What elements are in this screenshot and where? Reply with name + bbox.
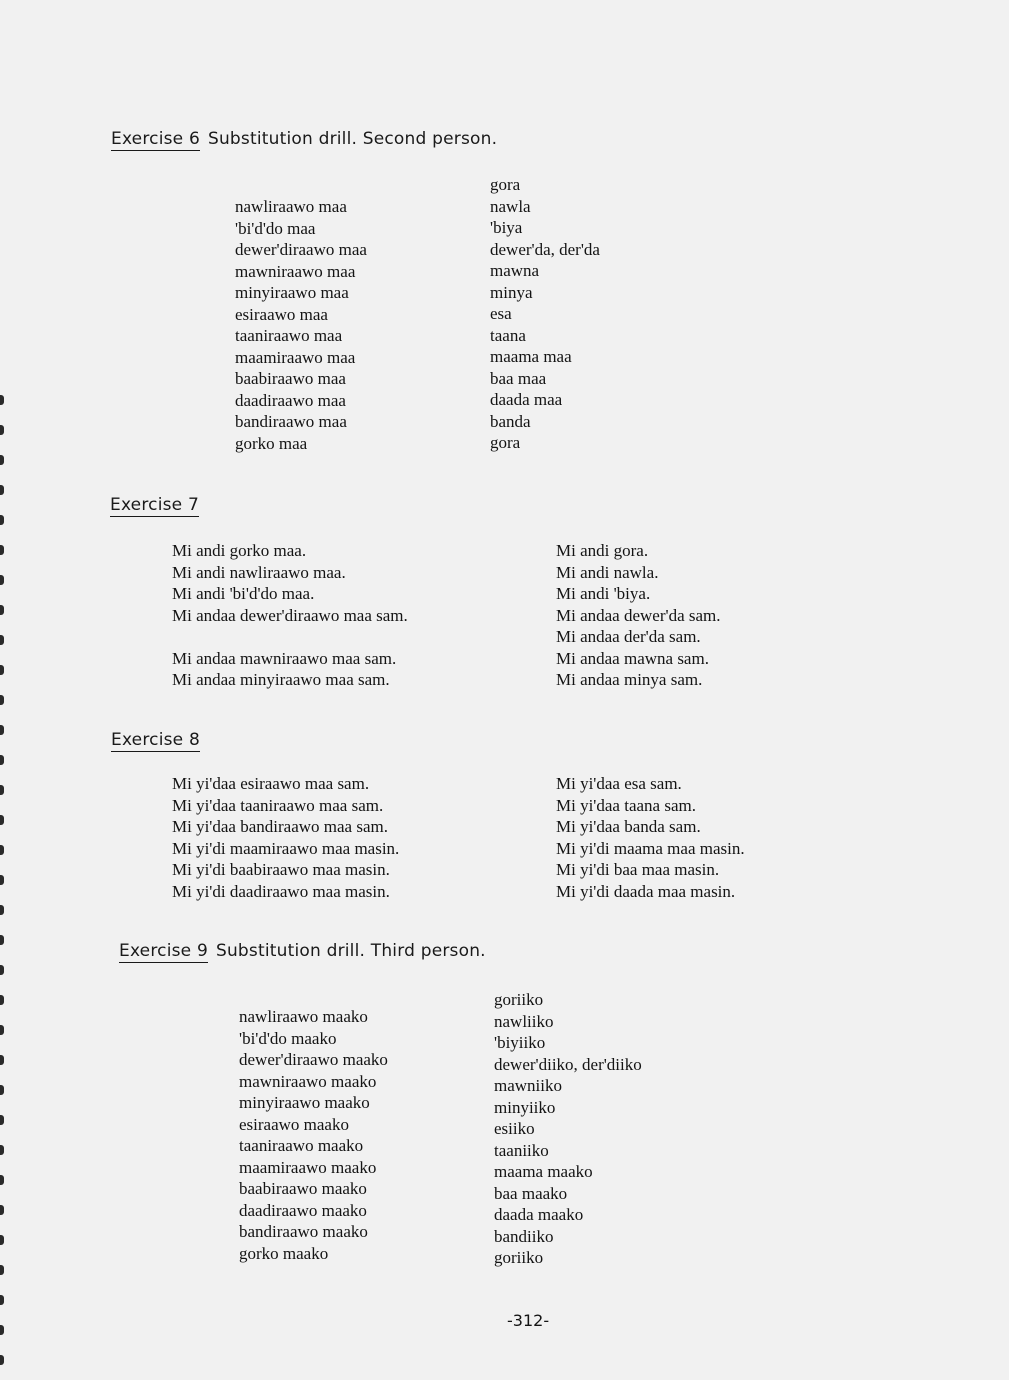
drill-line: 'biyiiko <box>494 1033 546 1052</box>
drill-line: esiraawo maa <box>235 304 328 324</box>
binding-hole <box>0 545 4 555</box>
drill-line: Mi yi'daa bandiraawo maa sam. <box>172 817 388 836</box>
drill-line: maamiraawo maako <box>239 1157 377 1177</box>
binding-hole <box>0 1235 4 1245</box>
binding-hole <box>0 755 4 765</box>
drill-line: nawliraawo maa <box>235 197 347 216</box>
drill-line: baa maako <box>494 1183 568 1203</box>
drill-line: minyiiko <box>494 1097 556 1117</box>
binding-hole <box>0 395 4 405</box>
drill-line: daadiraawo maako <box>239 1200 367 1220</box>
drill-line: maama maako <box>494 1162 593 1181</box>
drill-line: esiraawo maako <box>239 1114 349 1134</box>
exercise-7-heading <box>110 495 199 515</box>
binding-hole <box>0 875 4 885</box>
drill-line: Mi yi'di daadiraawo maa masin. <box>172 881 390 901</box>
drill-line: maama maa <box>490 347 572 366</box>
drill-line: goriiko <box>494 1248 544 1267</box>
drill-line: 'bi'd'do maa <box>235 218 316 238</box>
binding-hole <box>0 965 4 975</box>
drill-line: dewer'diraawo maako <box>239 1050 388 1069</box>
binding-hole <box>0 575 4 585</box>
binding-hole <box>0 1115 4 1125</box>
drill-line: daadiraawo maa <box>235 390 346 410</box>
drill-line: Mi yi'di maamiraawo maa masin. <box>172 838 400 858</box>
exercise-6-label: Exercise 6 <box>111 129 200 149</box>
drill-line: nawliiko <box>494 1011 554 1031</box>
binding-hole <box>0 1085 4 1095</box>
binding-holes <box>0 395 6 1380</box>
drill-line: daada maako <box>494 1205 584 1224</box>
exercise-9-title: Substitution drill. Third person. <box>215 941 486 961</box>
binding-hole <box>0 905 4 915</box>
drill-line: Mi yi'daa taaniraawo maa sam. <box>172 795 384 815</box>
binding-hole <box>0 665 4 675</box>
binding-hole <box>0 815 4 825</box>
drill-line: baabiraawo maa <box>235 369 346 388</box>
exercise-8-label: Exercise 8 <box>111 730 200 750</box>
drill-line: Mi andaa minyiraawo maa sam. <box>172 670 390 689</box>
exercise-8-heading <box>111 730 200 750</box>
drill-line: Mi andaa der'da sam. <box>556 627 701 646</box>
drill-line: Mi andi 'biya. <box>556 584 651 603</box>
binding-hole <box>0 1205 4 1215</box>
drill-line: goriiko <box>494 990 544 1009</box>
drill-line: Mi andi nawla. <box>556 562 659 582</box>
drill-line: Mi yi'daa esiraawo maa sam. <box>172 774 370 793</box>
exercise-8-left-column <box>172 773 399 902</box>
drill-line: esiiko <box>494 1119 535 1138</box>
binding-hole <box>0 935 4 945</box>
drill-line: Mi andaa minya sam. <box>556 670 703 689</box>
binding-hole <box>0 455 4 465</box>
binding-hole <box>0 725 4 735</box>
drill-line: dewer'da, der'da <box>490 239 600 259</box>
exercise-7-left-column <box>172 540 408 691</box>
drill-line: dewer'diraawo maa <box>235 240 367 259</box>
binding-hole <box>0 635 4 645</box>
drill-line: taaniiko <box>494 1140 549 1160</box>
drill-line: Mi yi'di baa maa masin. <box>556 860 720 879</box>
exercise-9-label: Exercise 9 <box>119 941 208 961</box>
binding-hole <box>0 1145 4 1155</box>
drill-line: taaniraawo maa <box>235 326 343 345</box>
exercise-8-right-column <box>556 773 745 902</box>
drill-line: nawliraawo maako <box>239 1007 368 1026</box>
binding-hole <box>0 605 4 615</box>
drill-line: Mi andi gora. <box>556 541 649 560</box>
exercise-6-title: Substitution drill. Second person. <box>207 129 498 149</box>
drill-line: mawniraawo maako <box>239 1071 377 1091</box>
binding-hole <box>0 1265 4 1275</box>
exercise-6-right-column <box>490 174 600 454</box>
drill-line: esa <box>490 304 512 323</box>
drill-line: Mi yi'di maama maa masin. <box>556 838 745 858</box>
exercise-9-left-column <box>239 1006 388 1264</box>
drill-line: mawniraawo maa <box>235 261 356 281</box>
drill-line: banda <box>490 411 531 431</box>
binding-hole <box>0 1175 4 1185</box>
drill-line: minyiraawo maako <box>239 1093 370 1112</box>
binding-hole <box>0 1295 4 1305</box>
binding-hole <box>0 1055 4 1065</box>
drill-line: daada maa <box>490 390 563 409</box>
drill-line: gora <box>490 175 521 194</box>
drill-line: taana <box>490 325 526 345</box>
drill-line: mawna <box>490 261 540 280</box>
exercise-6-left-column <box>235 196 367 454</box>
drill-line: Mi andi nawliraawo maa. <box>172 562 346 582</box>
binding-hole <box>0 695 4 705</box>
drill-line: Mi andi gorko maa. <box>172 541 307 560</box>
drill-line: bandiiko <box>494 1226 554 1246</box>
drill-line: baabiraawo maako <box>239 1179 367 1198</box>
drill-line: Mi yi'di daada maa masin. <box>556 881 736 901</box>
drill-line: taaniraawo maako <box>239 1136 364 1155</box>
drill-line: Mi yi'daa esa sam. <box>556 774 682 793</box>
drill-line: Mi andaa dewer'diraawo maa sam. <box>172 605 408 625</box>
drill-line: gorko maa <box>235 433 308 453</box>
exercise-7-label: Exercise 7 <box>110 495 199 515</box>
binding-hole <box>0 515 4 525</box>
exercise-9-heading <box>119 941 486 961</box>
exercise-7-right-column <box>556 540 721 691</box>
drill-line: bandiraawo maako <box>239 1222 368 1241</box>
binding-hole <box>0 845 4 855</box>
page-number: -312- <box>507 1311 550 1330</box>
binding-hole <box>0 1325 4 1335</box>
drill-line: baa maa <box>490 368 547 388</box>
drill-line: dewer'diiko, der'diiko <box>494 1054 642 1074</box>
drill-line: Mi andaa dewer'da sam. <box>556 605 721 625</box>
drill-line: Mi yi'di baabiraawo maa masin. <box>172 860 390 879</box>
binding-hole <box>0 785 4 795</box>
drill-line: gora <box>490 433 521 452</box>
drill-line: maamiraawo maa <box>235 347 356 367</box>
binding-hole <box>0 1025 4 1035</box>
drill-line: minya <box>490 282 533 302</box>
drill-line: Mi andi 'bi'd'do maa. <box>172 584 315 603</box>
drill-line: minyiraawo maa <box>235 283 349 302</box>
drill-line <box>172 626 408 648</box>
exercise-6-heading <box>111 129 497 149</box>
binding-hole <box>0 1355 4 1365</box>
binding-hole <box>0 995 4 1005</box>
binding-hole <box>0 485 4 495</box>
drill-line: Mi yi'daa taana sam. <box>556 795 696 815</box>
drill-line: Mi yi'daa banda sam. <box>556 817 701 836</box>
exercise-9-right-column <box>494 989 642 1269</box>
binding-hole <box>0 425 4 435</box>
drill-line: nawla <box>490 196 531 216</box>
drill-line: gorko maako <box>239 1243 329 1263</box>
drill-line: Mi andaa mawna sam. <box>556 648 709 668</box>
drill-line: Mi andaa mawniraawo maa sam. <box>172 648 397 668</box>
drill-line: 'bi'd'do maako <box>239 1028 337 1048</box>
drill-line: bandiraawo maa <box>235 412 347 431</box>
drill-line: mawniiko <box>494 1076 562 1095</box>
drill-line: 'biya <box>490 218 523 237</box>
